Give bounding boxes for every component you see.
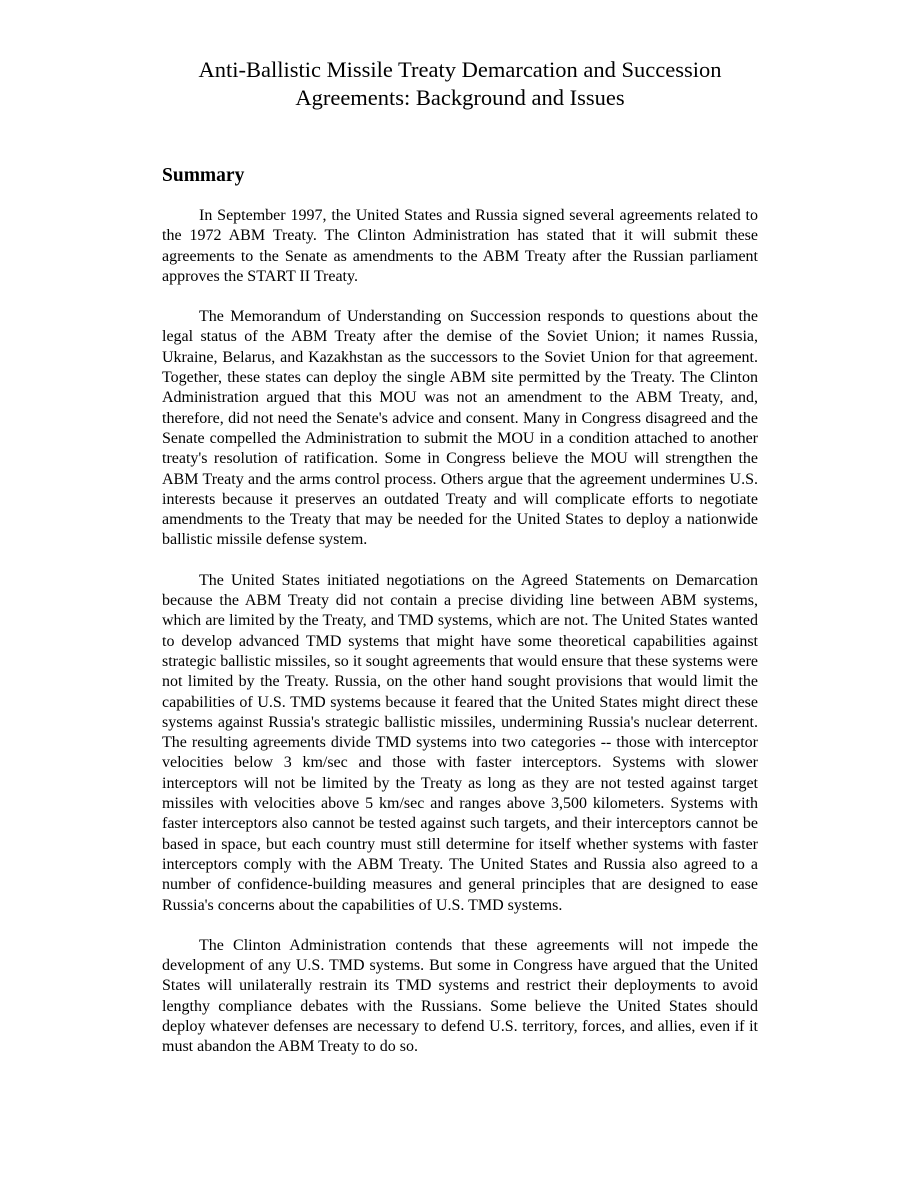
- summary-paragraph-1: In September 1997, the United States and Russia signed several agreements related to the 1972 ABM Treaty. The Clinton Administration has stated that it will submit these agreements to the Senate as amendments to the ABM Treaty after the Russian parliament approves the START II Treaty.: [162, 207, 758, 285]
- title-line-1: Anti-Ballistic Missile Treaty Demarcation and Succession: [198, 57, 722, 82]
- section-heading-summary: Summary: [162, 165, 245, 186]
- document-page: [162, 56, 758, 1058]
- document-title: [162, 56, 758, 112]
- summary-paragraph-2: The Memorandum of Understanding on Succession responds to questions about the legal status of the ABM Treaty after the demise of the Soviet Union; it names Russia, Ukraine, Belarus, and Kazakhstan as the successors to the Soviet Union for that agreement. Together, these states can deploy the single ABM site permitted by the Treaty. The Clinton Administration argued that this MOU was not an amendment to the ABM Treaty, and, therefore, did not need the Senate's advice and consent. Many in Congress disagreed and the Senate compelled the Administration to submit the MOU in a condition attached to another treaty's resolution of ratification. Some in Congress believe the MOU will strengthen the ABM Treaty and the arms control process. Others argue that the agreement undermines U.S. interests because it preserves an outdated Treaty and will complicate efforts to negotiate amendments to the Treaty that may be needed for the United States to deploy a nationwide ballistic missile defense system.: [162, 308, 758, 549]
- summary-paragraph-4: The Clinton Administration contends that these agreements will not impede the development of any U.S. TMD systems. But some in Congress have argued that the United States will unilaterally restrain its TMD systems and restrict their deployments to avoid lengthy compliance debates with the Russians. Some believe the United States should deploy whatever defenses are necessary to defend U.S. territory, forces, and allies, even if it must abandon the ABM Treaty to do so.: [162, 936, 758, 1056]
- title-line-2: Agreements: Background and Issues: [295, 85, 625, 110]
- summary-paragraph-3: The United States initiated negotiations on the Agreed Statements on Demarcation because the ABM Treaty did not contain a precise dividing line between ABM systems, which are limited by the Treaty, and TMD systems, which are not. The United States wanted to develop advanced TMD systems that might have some theoretical capabilities against strategic ballistic missiles, so it sought agreements that would ensure that these systems were not limited by the Treaty. Russia, on the other hand sought provisions that would limit the capabilities of U.S. TMD systems because it feared that the United States might direct these systems against Russia's strategic ballistic missiles, undermining Russia's nuclear deterrent. The resulting agreements divide TMD systems into two categories -- those with interceptor velocities below 3 km/sec and those with faster interceptors. Systems with slower interceptors will not be limited by the Treaty as long as they are not tested against target missiles with velocities above 5 km/sec and ranges above 3,500 kilometers. Systems with faster interceptors also cannot be tested against such targets, and their interceptors cannot be based in space, but each country must still determine for itself whether systems with faster interceptors comply with the ABM Treaty. The United States and Russia also agreed to a number of confidence-building measures and general principles that are designed to ease Russia's concerns about the capabilities of U.S. TMD systems.: [162, 571, 758, 914]
